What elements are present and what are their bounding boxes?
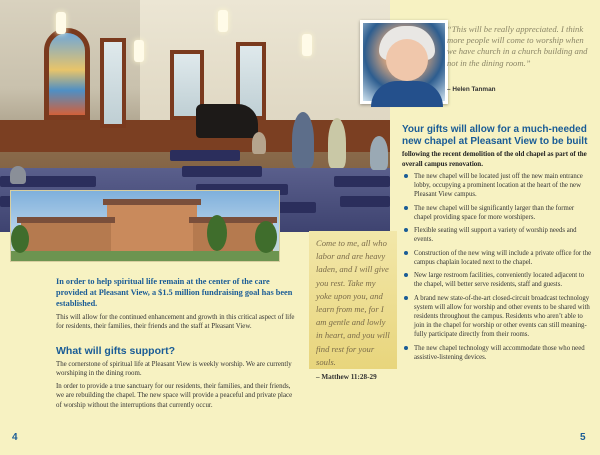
gifts-support-heading: What will gifts support? bbox=[56, 345, 175, 357]
campus-building-illustration bbox=[10, 190, 280, 262]
list-item: The new chapel will be significantly larger than the former chapel providing space for more worshipers. bbox=[402, 204, 592, 222]
bullet-icon bbox=[404, 296, 408, 300]
page-number-right: 5 bbox=[580, 432, 586, 443]
sanctuary-paragraph: In order to provide a true sanctuary for our residents, their families, and their friends, we are rebuilding the chapel. The new space will provide a peaceful and private place of worship without the interruptions that currently occur. bbox=[56, 383, 293, 409]
fundraising-goal-intro: In order to help spiritual life remain at the center of the care provided at Pleasant View, a $1.5 million fundraising goal has been established. bbox=[56, 277, 293, 308]
list-item: The new chapel will be located just off the new main entrance lobby, occupying a prominent location at the heart of the new Pleasant View campus. bbox=[402, 172, 592, 199]
gifts-bullet-list bbox=[402, 172, 592, 366]
bullet-icon bbox=[404, 273, 408, 277]
list-item: The new chapel technology will accommodate those who need assistive-listening devices. bbox=[402, 344, 592, 362]
scripture-box bbox=[309, 231, 397, 382]
list-item: New large restroom facilities, conveniently located adjacent to the chapel, will better serve residents, staff and guests. bbox=[402, 271, 592, 289]
scripture-verse: Come to me, all who labor and are heavy laden, and I will give you rest. Take my yoke upon you, and learn from me, for I am gentle and lowly in heart, and you will find rest for your souls. bbox=[316, 238, 390, 367]
intro-paragraph: This will allow for the continued enhancement and growth in this critical aspect of life for residents, their families, their friends and the staff at Pleasant View. bbox=[56, 314, 295, 331]
bullet-icon bbox=[404, 346, 408, 350]
testimonial-quote: “This will be really appreciated. I think more people will come to worship when we have church in a church building and not in the dining room.” bbox=[447, 24, 588, 68]
bullet-icon bbox=[404, 228, 408, 232]
bullet-icon bbox=[404, 251, 408, 255]
list-item: Construction of the new wing will include a private office for the campus chaplain located next to the chapel. bbox=[402, 249, 592, 267]
quote-attribution: – Helen Tanman bbox=[447, 86, 496, 93]
worship-paragraph: The cornerstone of spiritual life at Pleasant View is weekly worship. We are currently worshiping in the dining room. bbox=[56, 361, 292, 378]
list-item: A brand new state-of-the-art closed-circuit broadcast technology system will allow for worship and other events to be shared with residents throughout the campus. Residents who aren’t able to join in the chapel for worship or other events can still meaning-fully participate directly from their rooms. bbox=[402, 294, 592, 339]
gifts-subheading: following the recent demolition of the old chapel as part of the overall campus renovation. bbox=[402, 150, 587, 168]
bullet-icon bbox=[404, 206, 408, 210]
portrait-photo bbox=[360, 20, 448, 104]
gifts-heading: Your gifts will allow for a much-needed new chapel at Pleasant View to be built bbox=[402, 124, 588, 147]
stained-glass-window bbox=[44, 28, 90, 120]
bullet-icon bbox=[404, 174, 408, 178]
page-number-left: 4 bbox=[12, 432, 18, 443]
list-item: Flexible seating will support a variety of worship needs and events. bbox=[402, 226, 592, 244]
grand-piano bbox=[196, 104, 258, 138]
scripture-reference: – Matthew 11:28-29 bbox=[316, 373, 377, 382]
